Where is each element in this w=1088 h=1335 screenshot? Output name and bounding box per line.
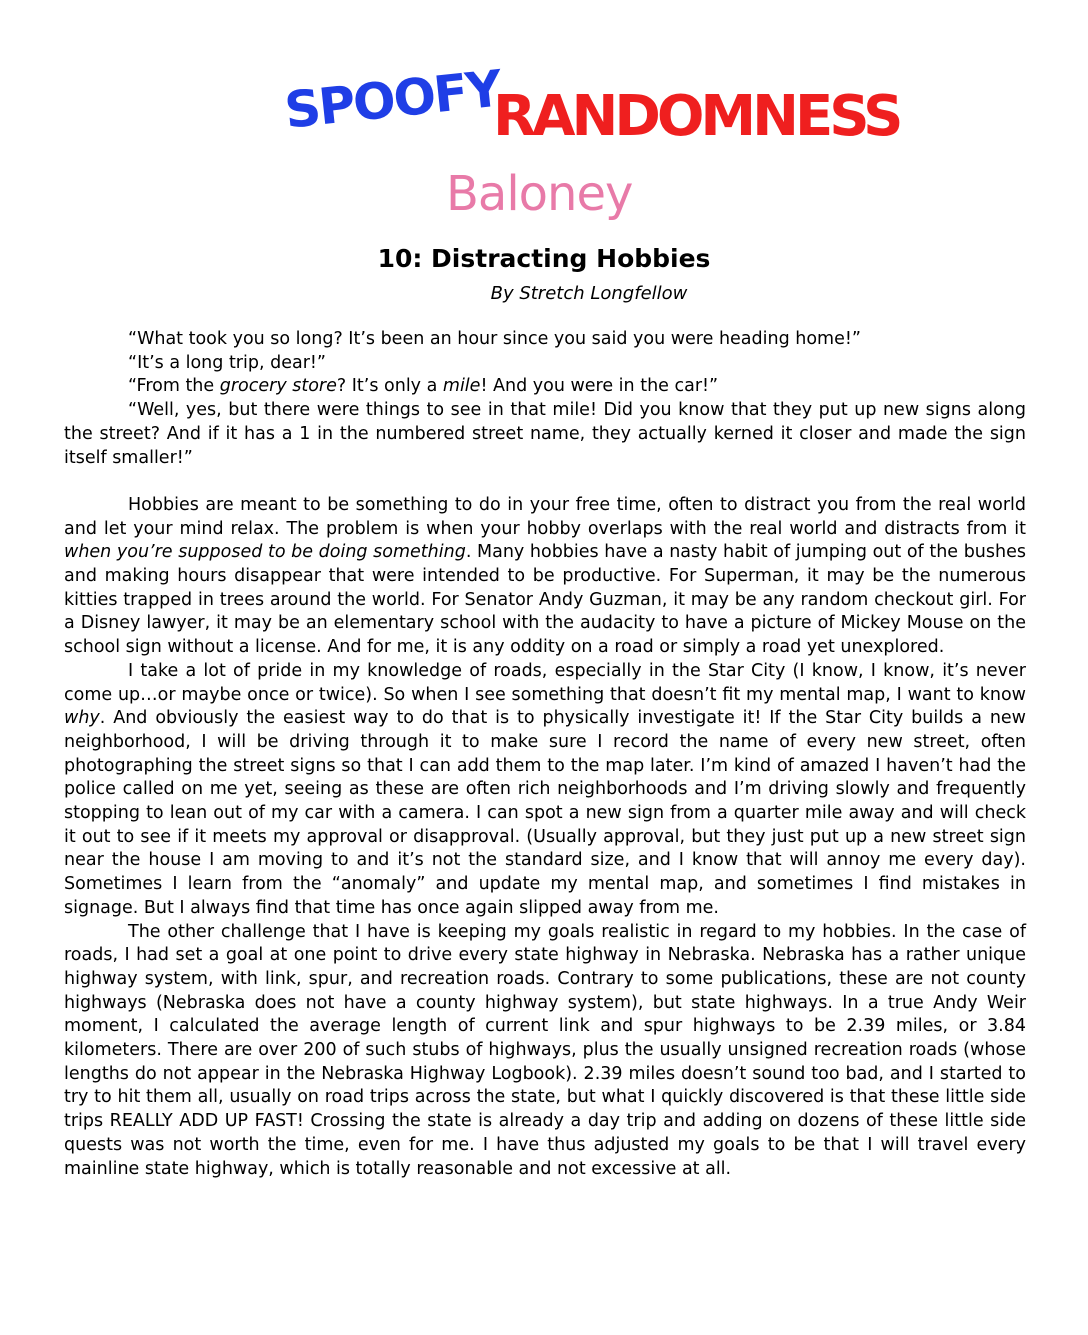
masthead-logo: [0, 59, 1088, 240]
article-body: [64, 328, 1026, 1181]
dialogue-emphasis: grocery store: [219, 376, 337, 397]
paragraph-text: . Many hobbies have a nasty habit of jumping out of the bushes and making hours disappear that were intended to be productive. For Superman, it may be the numerous kitties trapped in trees around the world. For Senator Andy Guzman, it may be any random checkout girl. For a Disney lawyer, it may be an elementary school with the audacity to have a picture of Mickey Mouse on the school sign without a license. And for me, it is any oddity on a road or simply a road yet unexplored.: [64, 542, 1026, 658]
paragraph-text: I take a lot of pride in my knowledge of roads, especially in the Star City (I know, I know, it’s never come up…or maybe once or twice). So when I see something that doesn’t fit my mental map, I want to know: [64, 660, 1026, 705]
dialogue-text: ! And you were in the car!”: [480, 376, 719, 397]
dialogue-line: “It’s a long trip, dear!”: [128, 352, 326, 373]
dialogue-text: ? It’s only a: [336, 376, 443, 397]
dialogue-line: “What took you so long? It’s been an hour since you said you were heading home!”: [128, 329, 861, 349]
paragraph-emphasis: why: [64, 708, 100, 729]
paragraph-emphasis: when you’re supposed to be doing something: [64, 542, 466, 563]
paragraph-spacer: [64, 470, 1026, 494]
body-paragraph: [64, 494, 1026, 660]
dialogue-line: “Well, yes, but there were things to see in that mile! Did you know that they put up new signs along the street? And if it has a 1 in the numbered street name, they actually kerned it closer and made the sign itself smaller!”: [64, 400, 1026, 468]
masthead-word-spoofy: SPOOFY: [281, 59, 503, 140]
dialogue-emphasis: mile: [442, 376, 481, 397]
dialogue-line: [64, 375, 1026, 399]
body-paragraph: The other challenge that I have is keeping my goals realistic in regard to my hobbies. In the case of roads, I had set a goal at one point to drive every state highway in Nebraska. Nebraska has a rather unique highway system, with link, spur, and recreation roads. Contrary to some publications, these are not county highways (Nebraska does not have a county highway system), but state highways. In a true Andy Weir moment, I calculated the average length of current link and spur highways to be 2.39 miles, or 3.84 kilometers. There are over 200 of such stubs of highways, plus the usually unsigned recreation roads (whose lengths do not appear in the Nebraska Highway Logbook). 2.39 miles doesn’t sound too bad, and I started to try to hit them all, usually on road trips across the state, but what I quickly discovered is that these little side trips REALLY ADD UP FAST! Crossing the state is already a day trip and adding on dozens of these little side quests was not worth the time, even for me. I have thus adjusted my goals to be that I will travel every mainline state highway, which is totally reasonable and not excessive at all.: [64, 921, 1026, 1179]
body-paragraph: [64, 660, 1026, 921]
paragraph-text: . And obviously the easiest way to do that is to physically investigate it! If the Star City builds a new neighborhood, I will be driving through it to make sure I record the name of every new street, often photographing the street signs so that I can add them to the map later. I’m kind of amazed I haven’t had the police called on me yet, seeing as these are often rich neighborhoods and I’m driving slowly and frequently stopping to lean out of my car with a camera. I can spot a new sign from a quarter mile away and will check it out to see if it meets my approval or disapproval. (Usually approval, but they just put up a new street sign near the house I am moving to and it’s not the standard size, and I know that will annoy me every day). Sometimes I learn from the “anomaly” and update my mental map, and sometimes I find mistakes in signage. But I always find that time has once again slipped away from me.: [64, 708, 1026, 918]
masthead-word-baloney: Baloney: [446, 166, 633, 222]
masthead-word-randomness: RANDOMNESS: [493, 84, 900, 149]
dialogue-text: “From the: [128, 376, 220, 397]
article-title: 10: Distracting Hobbies: [377, 244, 711, 273]
paragraph-text: Hobbies are meant to be something to do in your free time, often to distract you from the real world and let your mind relax. The problem is when your hobby overlaps with the real world and distracts from it: [64, 494, 1026, 539]
article-byline: By Stretch Longfellow: [490, 283, 688, 304]
